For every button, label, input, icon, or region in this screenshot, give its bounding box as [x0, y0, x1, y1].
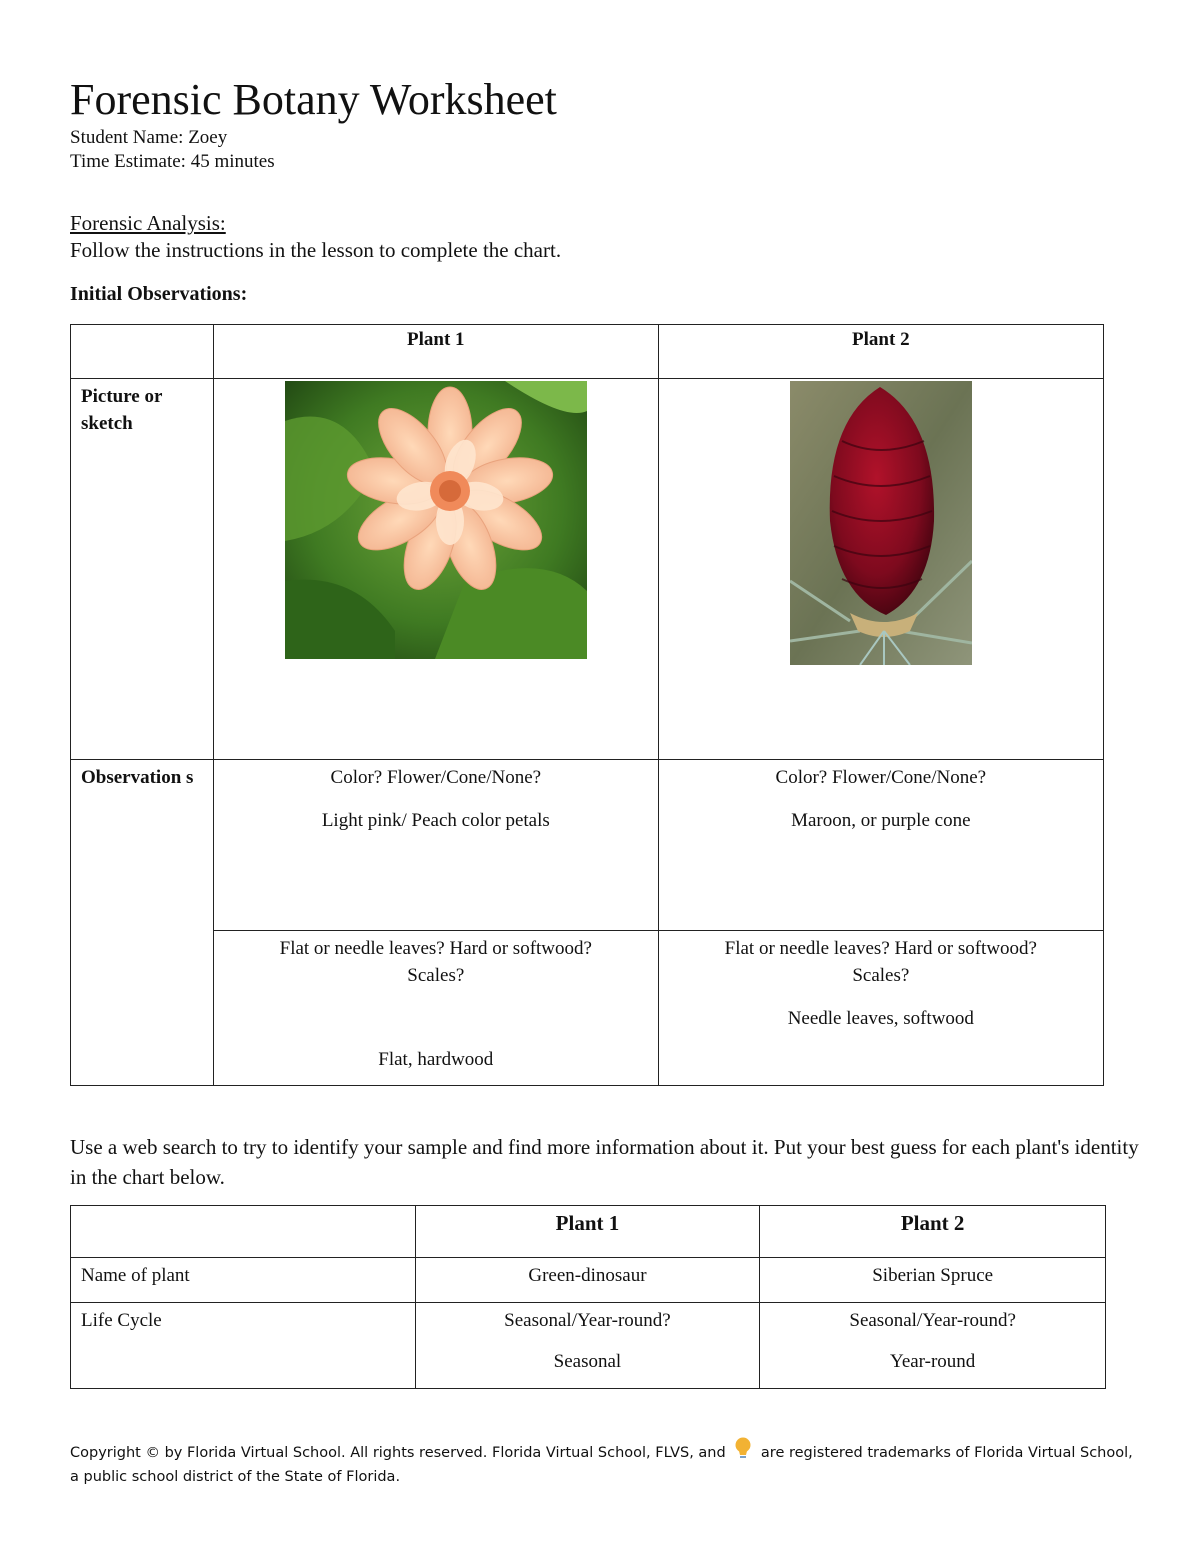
plant-2-color-cell [658, 760, 1103, 931]
row-label-observations [71, 760, 214, 1086]
header2-plant-1: Plant 1 [415, 1206, 760, 1258]
observations-label: Observation s [81, 767, 194, 788]
corner-cell [71, 325, 214, 379]
plant-1-flower-image [285, 381, 587, 659]
leaves-question-2: Flat or needle leaves? Hard or softwood? Scales? [724, 938, 1037, 986]
plant-2-lifecycle-cell [760, 1303, 1106, 1389]
leaves-question-1: Flat or needle leaves? Hard or softwood? Scales? [279, 938, 592, 986]
footer-text-2: are registered trademarks of Florida Virtual School, a public school district of the State of Florida. [70, 1445, 1133, 1485]
row-label-lifecycle: Life Cycle [71, 1303, 416, 1389]
observations-table [70, 324, 1104, 1086]
lifecycle-question-2: Seasonal/Year-round? [849, 1310, 1016, 1331]
header-plant-1: Plant 1 [213, 325, 658, 379]
initial-observations-heading: Initial Observations: [70, 283, 248, 305]
lifecycle-question-1: Seasonal/Year-round? [504, 1310, 671, 1331]
plant-2-name: Siberian Spruce [760, 1258, 1106, 1303]
row-label-picture: Picture or sketch [71, 379, 214, 760]
student-name: Student Name: Zoey [70, 127, 228, 148]
plant-2-leaves-cell [658, 931, 1103, 1086]
plant-1-leaves-answer: Flat, hardwood [378, 1049, 494, 1070]
header2-plant-2: Plant 2 [760, 1206, 1106, 1258]
search-instruction: Use a web search to try to identify your sample and find more information about it. Put your best guess for each plant's identity in the chart below. [70, 1135, 1139, 1189]
plant-1-color-cell [213, 760, 658, 931]
identification-table [70, 1205, 1106, 1389]
time-estimate: Time Estimate: 45 minutes [70, 151, 275, 172]
plant-1-lifecycle-answer: Seasonal [553, 1351, 622, 1372]
color-question-1: Color? Flower/Cone/None? [330, 767, 542, 788]
corner-cell-2 [71, 1206, 416, 1258]
instruction-text: Follow the instructions in the lesson to complete the chart. [70, 238, 562, 262]
plant-1-leaves-cell [213, 931, 658, 1086]
header-plant-2: Plant 2 [658, 325, 1103, 379]
plant-2-lifecycle-answer: Year-round [890, 1351, 976, 1372]
plant-2-picture-cell [658, 379, 1103, 760]
plant-2-cone-image [790, 381, 972, 665]
plant-2-leaves-answer: Needle leaves, softwood [787, 1008, 974, 1029]
plant-1-lifecycle-cell [415, 1303, 760, 1389]
plant-1-name: Green-dinosaur [415, 1258, 760, 1303]
flvs-lightbulb-icon [732, 1436, 754, 1460]
footer-text-1: Copyright © by Florida Virtual School. All rights reserved. Florida Virtual School, FLVS, and [70, 1445, 726, 1461]
row-label-name: Name of plant [71, 1258, 416, 1303]
plant-2-color-answer: Maroon, or purple cone [791, 810, 971, 831]
worksheet-title: Forensic Botany Worksheet [70, 75, 557, 124]
plant-1-color-answer: Light pink/ Peach color petals [321, 810, 550, 831]
copyright-footer [70, 1436, 1140, 1489]
section-heading: Forensic Analysis: [70, 211, 226, 235]
plant-1-picture-cell [213, 379, 658, 760]
color-question-2: Color? Flower/Cone/None? [775, 767, 987, 788]
